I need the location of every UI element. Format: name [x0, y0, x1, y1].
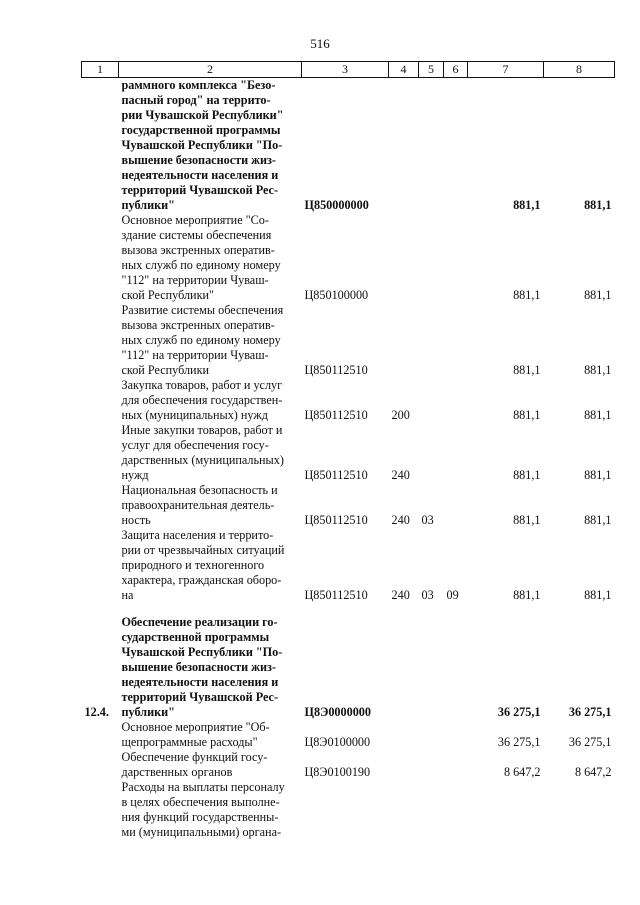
description-line: дарственных (муниципальных)	[121, 453, 284, 467]
description-line: Развитие системы обеспечения	[121, 303, 284, 317]
column-header: 3	[302, 62, 389, 78]
section-code	[419, 720, 444, 750]
amount-col8: 36 275,1	[568, 735, 612, 749]
amount-col7: 881,1	[513, 468, 541, 482]
description-line: природного и техногенного	[121, 558, 265, 572]
subsection-code	[444, 213, 468, 303]
description-line: вышение безопасности жиз-	[121, 153, 276, 167]
amount-col8: 36 275,1	[568, 705, 612, 719]
description-line: Расходы на выплаты персоналу	[121, 780, 285, 794]
amount-col8: 881,1	[584, 588, 612, 602]
description-line: публики"	[121, 198, 175, 212]
description-line: ных служб по единому номеру	[121, 333, 281, 347]
target-article-code: Ц8Э0100190	[304, 765, 371, 779]
subsection-code: 09	[446, 588, 459, 602]
description-line: территорий Чувашской Рес-	[121, 690, 279, 704]
description-line: здание системы обеспечения	[121, 228, 272, 242]
description-line: Иные закупки товаров, работ и	[121, 423, 283, 437]
subsection-code	[444, 423, 468, 483]
amount-col7: 36 275,1	[497, 735, 541, 749]
amount-col7: 881,1	[513, 513, 541, 527]
column-header: 7	[468, 62, 544, 78]
row-number	[82, 780, 119, 840]
amount-col8	[544, 780, 615, 840]
description-line: характера, гражданская оборо-	[121, 573, 282, 587]
table-row	[82, 303, 615, 378]
subsection-code	[444, 750, 468, 780]
description-line: ской Республики	[121, 363, 210, 377]
amount-col8: 881,1	[584, 363, 612, 377]
description-line: ской Республики"	[121, 288, 214, 302]
description-line: рии Чувашской Республики"	[121, 108, 284, 122]
subsection-code	[444, 780, 468, 840]
target-article-code: Ц850112510	[304, 468, 368, 482]
section-code	[419, 615, 444, 720]
subsection-code	[444, 303, 468, 378]
row-description	[119, 615, 302, 720]
expense-type-code: 240	[391, 468, 410, 482]
amount-col8: 881,1	[584, 288, 612, 302]
amount-col7: 8 647,2	[503, 765, 541, 779]
subsection-code	[444, 615, 468, 720]
expense-type-code	[389, 750, 419, 780]
target-article-code: Ц850112510	[304, 513, 368, 527]
target-article-code: Ц850100000	[304, 288, 369, 302]
subsection-code	[444, 720, 468, 750]
row-number	[82, 213, 119, 303]
expense-type-code	[389, 720, 419, 750]
section-code	[419, 378, 444, 423]
table-row	[82, 213, 615, 303]
subsection-code	[444, 378, 468, 423]
spacer-cell	[82, 603, 615, 615]
row-description	[119, 528, 302, 603]
description-line: вызова экстренных оператив-	[121, 243, 275, 257]
section-code	[419, 750, 444, 780]
amount-col7: 881,1	[513, 408, 541, 422]
row-number	[82, 78, 119, 214]
row-description	[119, 780, 302, 840]
row-description	[119, 750, 302, 780]
amount-col7: 881,1	[513, 198, 541, 212]
description-line: Закупка товаров, работ и услуг	[121, 378, 283, 392]
description-line: вызова экстренных оператив-	[121, 318, 275, 332]
row-number	[82, 528, 119, 603]
table-row	[82, 483, 615, 528]
expense-type-code	[389, 615, 419, 720]
description-line: щепрограммные расходы"	[121, 735, 258, 749]
row-number	[82, 750, 119, 780]
row-description	[119, 213, 302, 303]
expense-type-code: 200	[391, 408, 410, 422]
section-code: 03	[421, 513, 434, 527]
target-article-code: Ц850000000	[304, 198, 369, 212]
section-code	[419, 213, 444, 303]
row-number	[82, 483, 119, 528]
amount-col8: 881,1	[584, 198, 612, 212]
description-line: ных служб по единому номеру	[121, 258, 281, 272]
section-code: 03	[421, 588, 434, 602]
expense-type-code	[389, 780, 419, 840]
section-code	[419, 78, 444, 214]
amount-col7	[468, 780, 544, 840]
amount-col8: 8 647,2	[574, 765, 612, 779]
table-row	[82, 780, 615, 840]
target-article-code: Ц8Э0100000	[304, 735, 371, 749]
description-line: ных (муниципальных) нужд	[121, 408, 268, 422]
row-number	[82, 378, 119, 423]
amount-col7: 881,1	[513, 588, 541, 602]
description-line: Обеспечение функций госу-	[121, 750, 268, 764]
amount-col8: 881,1	[584, 513, 612, 527]
expense-type-code: 240	[391, 588, 410, 602]
section-code	[419, 303, 444, 378]
column-number-row	[82, 62, 615, 78]
page-number: 516	[310, 36, 330, 51]
table-row	[82, 615, 615, 720]
description-line: территорий Чувашской Рес-	[121, 183, 279, 197]
table-row	[82, 720, 615, 750]
column-header: 6	[444, 62, 468, 78]
section-code	[419, 423, 444, 483]
description-line: Обеспечение реализации го-	[121, 615, 278, 629]
target-article-code: Ц8Э0000000	[304, 705, 371, 719]
description-line: для обеспечения государствен-	[121, 393, 283, 407]
description-line: государственной программы	[121, 123, 281, 137]
column-header: 4	[389, 62, 419, 78]
expense-type-code	[389, 213, 419, 303]
budget-table	[81, 61, 615, 840]
table-row	[82, 378, 615, 423]
subsection-code	[444, 483, 468, 528]
description-line: рии от чрезвычайных ситуаций	[121, 543, 285, 557]
description-line: "112" на территории Чуваш-	[121, 348, 269, 362]
description-line: пасный город" на террито-	[121, 93, 271, 107]
description-line: ния функций государственны-	[121, 810, 279, 824]
description-line: публики"	[121, 705, 175, 719]
amount-col7: 881,1	[513, 363, 541, 377]
table-row	[82, 528, 615, 603]
amount-col8: 881,1	[584, 468, 612, 482]
description-line: сударственной программы	[121, 630, 270, 644]
description-line: нужд	[121, 468, 149, 482]
section-code	[419, 780, 444, 840]
description-line: в целях обеспечения выполне-	[121, 795, 280, 809]
amount-col7: 36 275,1	[497, 705, 541, 719]
expense-type-code	[389, 303, 419, 378]
description-line: Основное мероприятие "Об-	[121, 720, 270, 734]
description-line: правоохранительная деятель-	[121, 498, 275, 512]
description-line: раммного комплекса "Безо-	[121, 78, 276, 92]
subsection-code	[444, 78, 468, 214]
expense-type-code: 240	[391, 513, 410, 527]
row-description	[119, 78, 302, 214]
table-row	[82, 78, 615, 214]
amount-col8: 881,1	[584, 408, 612, 422]
expense-type-code	[389, 78, 419, 214]
row-number: 12.4.	[84, 705, 109, 719]
target-article-code	[302, 780, 389, 840]
column-header: 1	[82, 62, 119, 78]
table-body	[82, 78, 615, 841]
spacer-row	[82, 603, 615, 615]
description-line: ми (муниципальными) органа-	[121, 825, 282, 839]
row-description	[119, 303, 302, 378]
description-line: Чувашской Республики "По-	[121, 138, 283, 152]
target-article-code: Ц850112510	[304, 408, 368, 422]
description-line: Защита населения и террито-	[121, 528, 274, 542]
description-line: Национальная безопасность и	[121, 483, 278, 497]
row-number	[82, 720, 119, 750]
description-line: на	[121, 588, 134, 602]
target-article-code: Ц850112510	[304, 588, 368, 602]
description-line: услуг для обеспечения госу-	[121, 438, 269, 452]
description-line: недеятельности населения и	[121, 675, 279, 689]
target-article-code: Ц850112510	[304, 363, 368, 377]
amount-col7: 881,1	[513, 288, 541, 302]
row-description	[119, 483, 302, 528]
description-line: дарственных органов	[121, 765, 233, 779]
description-line: "112" на территории Чуваш-	[121, 273, 269, 287]
row-description	[119, 378, 302, 423]
row-number	[82, 303, 119, 378]
table-row	[82, 423, 615, 483]
description-line: недеятельности населения и	[121, 168, 279, 182]
description-line: Основное мероприятие "Со-	[121, 213, 269, 227]
row-description	[119, 720, 302, 750]
table-row	[82, 750, 615, 780]
column-header: 2	[119, 62, 302, 78]
description-line: Чувашской Республики "По-	[121, 645, 283, 659]
column-header: 8	[544, 62, 615, 78]
description-line: ность	[121, 513, 151, 527]
column-header: 5	[419, 62, 444, 78]
description-line: вышение безопасности жиз-	[121, 660, 276, 674]
row-number	[82, 423, 119, 483]
row-description	[119, 423, 302, 483]
